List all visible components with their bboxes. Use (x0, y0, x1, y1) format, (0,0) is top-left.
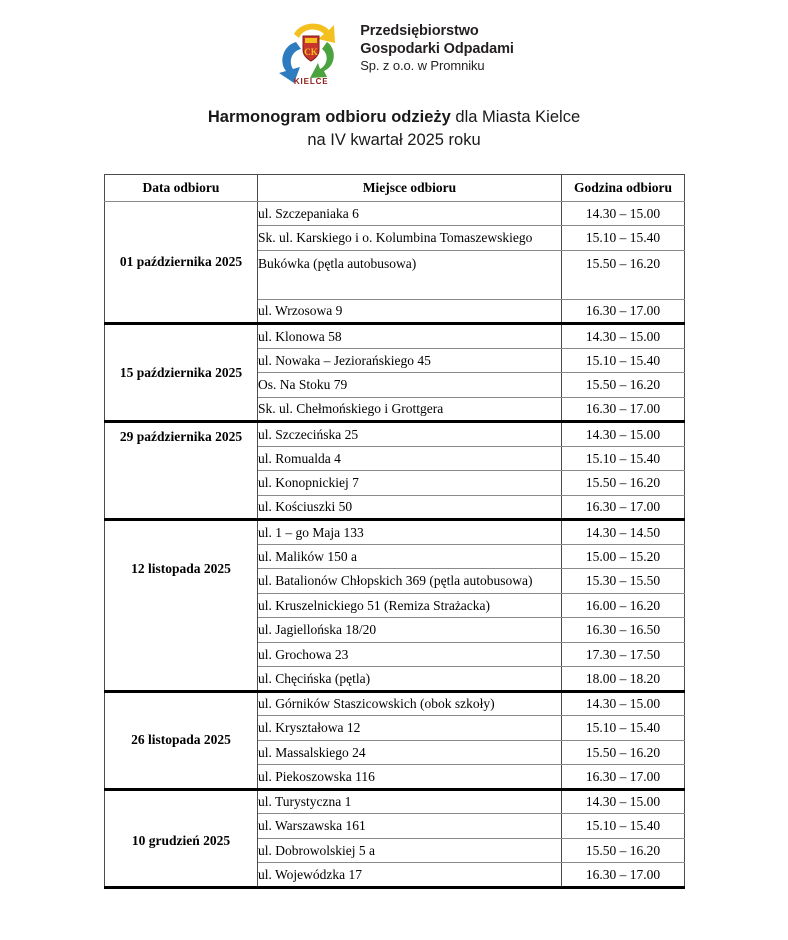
collection-place-cell: Bukówka (pętla autobusowa) (258, 250, 562, 299)
collection-place-cell: ul. Szczecińska 25 (258, 422, 562, 447)
collection-time-cell: 16.30 – 17.00 (562, 299, 685, 324)
page-title-strong: Harmonogram odbioru odzieży (207, 108, 451, 126)
collection-place-cell: ul. Klonowa 58 (258, 324, 562, 349)
company-name-line-2: Gospodarki Odpadami (360, 40, 514, 57)
table-row (105, 789, 685, 814)
collection-place-cell: ul. Romualda 4 (258, 446, 562, 471)
collection-place-cell: ul. Dobrowolskiej 5 a (258, 838, 562, 863)
collection-time-cell: 15.10 – 15.40 (562, 716, 685, 741)
collection-date-cell: 26 listopada 2025 (105, 691, 258, 789)
schedule-group (105, 520, 685, 692)
collection-place-cell: ul. Piekoszowska 116 (258, 765, 562, 790)
collection-place-cell: ul. Massalskiego 24 (258, 740, 562, 765)
collection-time-cell: 15.50 – 16.20 (562, 740, 685, 765)
company-name-text (360, 22, 514, 79)
collection-time-cell: 14.30 – 15.00 (562, 201, 685, 226)
collection-place-cell: ul. 1 – go Maja 133 (258, 520, 562, 545)
page-title-rest: dla Miasta Kielce (450, 108, 581, 126)
collection-time-cell: 15.10 – 15.40 (562, 226, 685, 251)
collection-date-cell: 01 października 2025 (105, 201, 258, 324)
collection-place-cell: ul. Warszawska 161 (258, 814, 562, 839)
collection-place-cell: ul. Szczepaniaka 6 (258, 201, 562, 226)
collection-place-cell: ul. Wojewódzka 17 (258, 863, 562, 888)
collection-place-cell: ul. Grochowa 23 (258, 642, 562, 667)
collection-place-cell: Sk. ul. Chełmońskiego i Grottgera (258, 397, 562, 422)
schedule-group (105, 422, 685, 520)
collection-time-cell: 15.50 – 16.20 (562, 250, 685, 299)
page-title (0, 106, 788, 153)
schedule-table-container (104, 174, 684, 889)
page-title-line-1 (0, 106, 788, 129)
schedule-group (105, 324, 685, 422)
collection-place-cell: Sk. ul. Karskiego i o. Kolumbina Tomaszewskiego (258, 226, 562, 251)
schedule-group (105, 201, 685, 324)
collection-time-cell: 14.30 – 15.00 (562, 691, 685, 716)
collection-place-cell: ul. Malików 150 a (258, 544, 562, 569)
collection-place-cell: ul. Turystyczna 1 (258, 789, 562, 814)
collection-time-cell: 15.50 – 16.20 (562, 838, 685, 863)
collection-place-cell: ul. Kryształowa 12 (258, 716, 562, 741)
collection-date-cell: 29 października 2025 (105, 422, 258, 520)
collection-time-cell: 15.10 – 15.40 (562, 446, 685, 471)
collection-place-cell: ul. Batalionów Chłopskich 369 (pętla autobusowa) (258, 569, 562, 594)
company-logo-header (0, 0, 788, 86)
collection-time-cell: 14.30 – 15.00 (562, 789, 685, 814)
collection-place-cell: ul. Górników Staszicowskich (obok szkoły) (258, 691, 562, 716)
table-row (105, 422, 685, 447)
collection-time-cell: 16.30 – 17.00 (562, 397, 685, 422)
collection-place-cell: Os. Na Stoku 79 (258, 373, 562, 398)
column-header-place: Miejsce odbioru (258, 174, 562, 201)
collection-place-cell: ul. Konopnickiej 7 (258, 471, 562, 496)
schedule-table-head (105, 174, 685, 201)
collection-place-cell: ul. Wrzosowa 9 (258, 299, 562, 324)
collection-time-cell: 17.30 – 17.50 (562, 642, 685, 667)
collection-time-cell: 15.10 – 15.40 (562, 814, 685, 839)
column-header-date: Data odbioru (105, 174, 258, 201)
collection-time-cell: 16.30 – 17.00 (562, 495, 685, 520)
collection-place-cell: ul. Kruszelnickiego 51 (Remiza Strażacka) (258, 593, 562, 618)
collection-date-cell: 12 listopada 2025 (105, 520, 258, 692)
collection-time-cell: 16.30 – 17.00 (562, 863, 685, 888)
table-row (105, 201, 685, 226)
schedule-group (105, 691, 685, 789)
collection-date-cell: 10 grudzień 2025 (105, 789, 258, 887)
pgo-recycling-logo-mark (274, 14, 348, 86)
collection-place-cell: ul. Jagiellońska 18/20 (258, 618, 562, 643)
collection-place-cell: ul. Kościuszki 50 (258, 495, 562, 520)
collection-time-cell: 15.50 – 16.20 (562, 471, 685, 496)
collection-date-cell: 15 października 2025 (105, 324, 258, 422)
page-title-line-2: na IV kwartał 2025 roku (307, 131, 481, 150)
company-name-line-1: Przedsiębiorstwo (360, 22, 479, 39)
collection-time-cell: 15.00 – 15.20 (562, 544, 685, 569)
logo-city-label: KIELCE (293, 77, 329, 86)
schedule-table (104, 174, 685, 889)
collection-time-cell: 16.00 – 16.20 (562, 593, 685, 618)
company-name-line-3: Sp. z o.o. w Promniku (360, 58, 485, 74)
collection-time-cell: 18.00 – 18.20 (562, 667, 685, 692)
collection-time-cell: 14.30 – 14.50 (562, 520, 685, 545)
collection-time-cell: 16.30 – 17.00 (562, 765, 685, 790)
collection-time-cell: 14.30 – 15.00 (562, 422, 685, 447)
svg-text:CK: CK (304, 47, 318, 57)
collection-place-cell: ul. Nowaka – Jeziorańskiego 45 (258, 348, 562, 373)
table-header-row (105, 174, 685, 201)
collection-time-cell: 15.30 – 15.50 (562, 569, 685, 594)
collection-time-cell: 16.30 – 16.50 (562, 618, 685, 643)
collection-time-cell: 14.30 – 15.00 (562, 324, 685, 349)
collection-place-cell: ul. Chęcińska (pętla) (258, 667, 562, 692)
schedule-group (105, 789, 685, 887)
collection-time-cell: 15.10 – 15.40 (562, 348, 685, 373)
table-row (105, 520, 685, 545)
table-row (105, 324, 685, 349)
table-row (105, 691, 685, 716)
column-header-time: Godzina odbioru (562, 174, 685, 201)
kielce-shield-icon (303, 36, 319, 61)
collection-time-cell: 15.50 – 16.20 (562, 373, 685, 398)
